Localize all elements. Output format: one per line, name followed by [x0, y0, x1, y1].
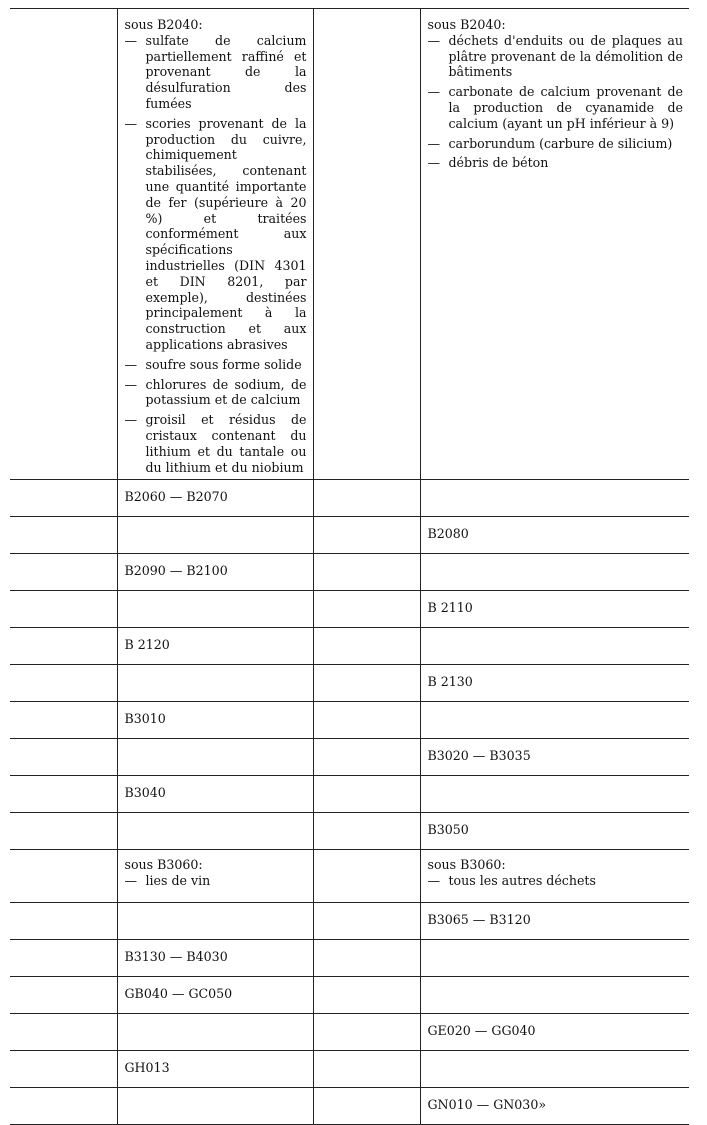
table-cell: [313, 903, 420, 940]
table-row: [10, 591, 689, 628]
table-cell: [10, 1088, 117, 1125]
table-row: [10, 554, 689, 591]
code-cell: GN010 — GN030»: [420, 1088, 689, 1125]
table-cell: [10, 977, 117, 1014]
table-row: [10, 9, 689, 480]
dash-list: [428, 33, 690, 171]
code-cell: B2090 — B2100: [117, 554, 313, 591]
code-cell: [420, 628, 689, 665]
dash-list: [125, 33, 313, 476]
table-cell: [10, 665, 117, 702]
code-cell: [420, 776, 689, 813]
table-cell: [313, 739, 420, 776]
table-cell: [313, 940, 420, 977]
table-cell: [10, 813, 117, 850]
table-row: [10, 1051, 689, 1088]
cell-intro: sous B3060:: [124, 857, 203, 873]
code-cell: GB040 — GC050: [117, 977, 313, 1014]
table-row: [10, 977, 689, 1014]
table-row: [10, 1088, 689, 1125]
table-cell: [313, 850, 420, 903]
list-item: — chlorures de sodium, de potassium et de calcium: [125, 377, 313, 409]
list-item: — lies de vin: [125, 873, 313, 889]
code-cell: [420, 554, 689, 591]
table-cell: [10, 517, 117, 554]
table-cell: [10, 554, 117, 591]
code-cell: [420, 1051, 689, 1088]
table-row: [10, 665, 689, 702]
table-cell: [313, 517, 420, 554]
table-row: [10, 940, 689, 977]
table-cell: [313, 665, 420, 702]
table-cell: [117, 850, 313, 903]
code-cell: B2060 — B2070: [117, 480, 313, 517]
table-cell: [313, 813, 420, 850]
code-cell: B3065 — B3120: [420, 903, 689, 940]
code-cell: [420, 480, 689, 517]
table-cell: [10, 628, 117, 665]
table-row: [10, 903, 689, 940]
table-row: [10, 1014, 689, 1051]
list-item: — scories provenant de la production du cuivre, chimiquement stabilisées, contenant une quantité importante de fer (supérieure à 20 %) et traitées conformément aux spécifications industrielles (DIN 4301 et DIN 8201, par exemple), destinées principalement à la construction et aux applications abrasives: [125, 116, 313, 353]
table-cell: [10, 9, 117, 480]
code-cell: [117, 813, 313, 850]
code-cell: [117, 665, 313, 702]
table-cell: [10, 1051, 117, 1088]
code-cell: [117, 739, 313, 776]
list-item: — carborundum (carbure de silicium): [428, 136, 690, 152]
table-cell: [313, 591, 420, 628]
table-cell: [10, 1014, 117, 1051]
list-item: — débris de béton: [428, 155, 690, 171]
code-cell: [420, 977, 689, 1014]
list-item: — groisil et résidus de cristaux contenant du lithium et du tantale ou du lithium et du niobium: [125, 412, 313, 475]
table-cell: [10, 702, 117, 739]
code-cell: [117, 591, 313, 628]
code-cell: B3050: [420, 813, 689, 850]
table-cell: [313, 1088, 420, 1125]
dash-list: [428, 873, 690, 889]
code-cell: B 2110: [420, 591, 689, 628]
table-row: [10, 776, 689, 813]
waste-list-table: [10, 8, 689, 1125]
code-cell: [117, 1014, 313, 1051]
table-cell: [10, 480, 117, 517]
code-cell: B2080: [420, 517, 689, 554]
code-cell: [117, 903, 313, 940]
table-row: [10, 813, 689, 850]
table-cell: [313, 977, 420, 1014]
table-cell: [10, 940, 117, 977]
table-cell: [420, 9, 689, 480]
table-row: [10, 739, 689, 776]
list-item: — déchets d'enduits ou de plaques au plâtre provenant de la démolition de bâtiments: [428, 33, 690, 80]
dash-list: [125, 873, 313, 889]
table-cell: [313, 1051, 420, 1088]
table-cell: [313, 628, 420, 665]
table-row: [10, 517, 689, 554]
code-cell: B3040: [117, 776, 313, 813]
table-cell: [10, 903, 117, 940]
table-row: [10, 480, 689, 517]
table-cell: [313, 9, 420, 480]
list-item: — carbonate de calcium provenant de la production de cyanamide de calcium (ayant un pH inférieur à 9): [428, 84, 690, 131]
code-cell: B 2120: [117, 628, 313, 665]
table-row: [10, 628, 689, 665]
code-cell: GH013: [117, 1051, 313, 1088]
table-cell: [313, 776, 420, 813]
table-row: [10, 850, 689, 903]
table-cell: [117, 9, 313, 480]
cell-intro: sous B2040:: [427, 17, 506, 32]
code-cell: [117, 1088, 313, 1125]
code-cell: B 2130: [420, 665, 689, 702]
table-cell: [10, 739, 117, 776]
code-cell: B3020 — B3035: [420, 739, 689, 776]
code-cell: [117, 517, 313, 554]
table-cell: [10, 591, 117, 628]
table-cell: [313, 554, 420, 591]
table-cell: [313, 1014, 420, 1051]
code-cell: B3010: [117, 702, 313, 739]
code-cell: GE020 — GG040: [420, 1014, 689, 1051]
table-cell: [10, 776, 117, 813]
table-cell: [313, 702, 420, 739]
list-item: — sulfate de calcium partiellement raffiné et provenant de la désulfuration des fumées: [125, 33, 313, 112]
cell-intro: sous B3060:: [427, 857, 506, 873]
table-cell: [10, 850, 117, 903]
list-item: — tous les autres déchets: [428, 873, 690, 889]
table-cell: [420, 850, 689, 903]
cell-intro: sous B2040:: [124, 17, 203, 32]
list-item: — soufre sous forme solide: [125, 357, 313, 373]
code-cell: B3130 — B4030: [117, 940, 313, 977]
table-row: [10, 702, 689, 739]
table-cell: [313, 480, 420, 517]
code-cell: [420, 940, 689, 977]
code-cell: [420, 702, 689, 739]
